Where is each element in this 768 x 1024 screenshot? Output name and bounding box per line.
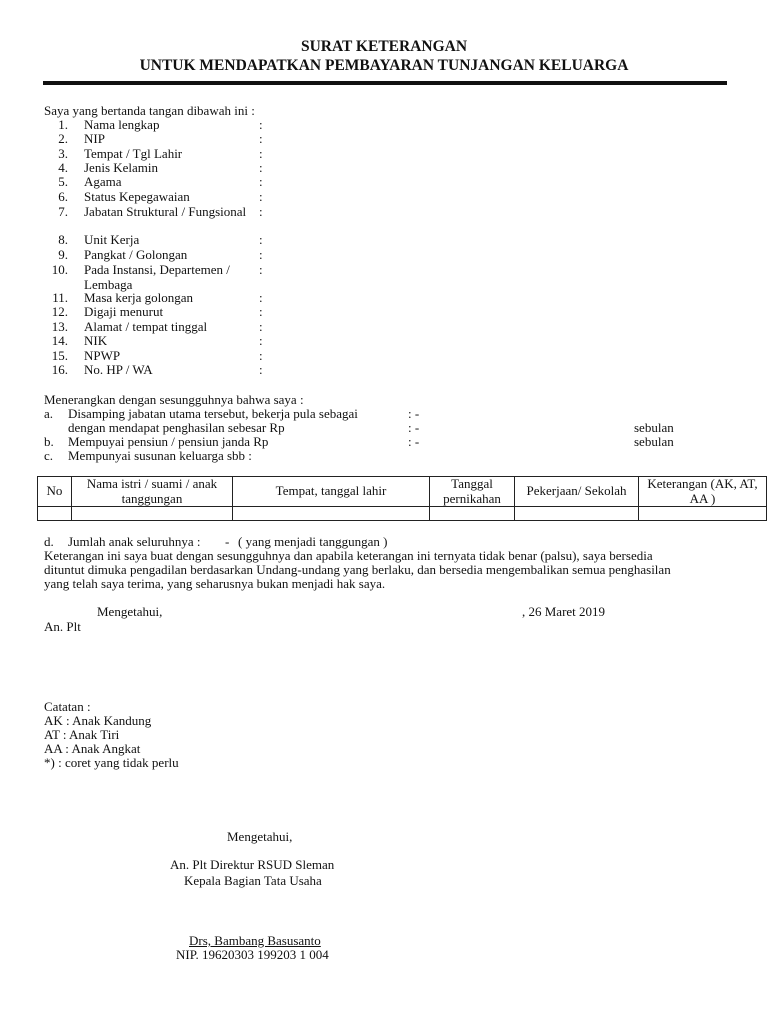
field-label: NIK: [84, 333, 108, 348]
field-label: Nama lengkap: [84, 117, 160, 132]
field-colon: :: [259, 348, 263, 363]
field-label: Pangkat / Golongan: [84, 247, 188, 262]
field-label: Tempat / Tgl Lahir: [84, 146, 183, 161]
title-divider: [43, 81, 727, 85]
item-c-text: Mempunyai susunan keluarga sbb :: [68, 448, 252, 463]
bottom-acknowledged-label: Mengetahui,: [227, 829, 293, 844]
field-number: 3.: [58, 146, 68, 161]
intro-text: Saya yang bertanda tangan dibawah ini :: [44, 103, 255, 118]
field-label: Unit Kerja: [84, 232, 140, 247]
col-header-marriage-date: Tanggal pernikahan: [430, 477, 515, 507]
item-c-letter: c.: [44, 448, 54, 463]
item-b-text: Mempuyai pensiun / pensiun janda Rp: [68, 434, 269, 449]
item-b-suffix: sebulan: [634, 434, 674, 449]
field-number: 15.: [51, 348, 68, 363]
field-colon: :: [259, 262, 263, 277]
field-number: 12.: [51, 304, 68, 319]
field-colon: :: [259, 131, 263, 146]
field-colon: :: [259, 304, 263, 319]
field-row: [44, 233, 344, 248]
note-ak: AK : Anak Kandung: [44, 713, 152, 728]
letter-date: , 26 Maret 2019: [522, 604, 606, 619]
item-d-text: Jumlah anak seluruhnya :: [68, 534, 201, 549]
item-a-value: : -: [408, 406, 420, 421]
field-label: Digaji menurut: [84, 304, 164, 319]
statement-line-1: Keterangan ini saya buat dengan sesungguhnya dan apabila keterangan ini ternyata tidak benar (palsu), saya bersedia: [44, 548, 653, 563]
field-number: 8.: [58, 232, 68, 247]
document-subtitle: UNTUK MENDAPATKAN PEMBAYARAN TUNJANGAN KELUARGA: [139, 57, 629, 74]
field-row: [44, 334, 344, 349]
field-row: [44, 175, 344, 190]
item-a-income-text: dengan mendapat penghasilan sebesar Rp: [68, 420, 285, 435]
col-header-name: Nama istri / suami / anak tanggungan: [72, 477, 233, 507]
field-colon: :: [259, 117, 263, 132]
col-header-occupation: Pekerjaan/ Sekolah: [515, 477, 639, 507]
field-label: Alamat / tempat tinggal: [84, 319, 208, 334]
table-cell: [515, 507, 639, 521]
field-colon: :: [259, 160, 263, 175]
item-b-value: : -: [408, 434, 420, 449]
declaration-intro: Menerangkan dengan sesungguhnya bahwa saya :: [44, 392, 304, 407]
item-b-letter: b.: [44, 434, 54, 449]
field-colon: :: [259, 333, 263, 348]
field-row: [44, 190, 344, 205]
field-row: [44, 363, 344, 378]
notes-title: Catatan :: [44, 699, 91, 714]
table-cell: [639, 507, 767, 521]
statement-line-2: dituntut dimuka pengadilan berdasarkan Undang-undang yang berlaku, dan bersedia mengembalikan semua penghasilan: [44, 562, 671, 577]
field-colon: :: [259, 247, 263, 262]
field-row: [44, 205, 344, 220]
field-row: [44, 262, 344, 292]
field-colon: :: [259, 290, 263, 305]
field-row: [44, 248, 344, 263]
field-row: [44, 132, 344, 147]
item-a-income-value: : -: [408, 420, 420, 435]
field-colon: :: [259, 189, 263, 204]
note-aa: AA : Anak Angkat: [44, 741, 141, 756]
item-a-income-suffix: sebulan: [634, 420, 674, 435]
family-table: [37, 476, 767, 521]
item-a-text: Disamping jabatan utama tersebut, bekerja pula sebagai: [68, 406, 358, 421]
table-cell: [72, 507, 233, 521]
note-strike: *) : coret yang tidak perlu: [44, 755, 179, 770]
field-number: 2.: [58, 131, 68, 146]
field-number: 6.: [58, 189, 68, 204]
field-number: 4.: [58, 160, 68, 175]
col-header-remarks: Keterangan (AK, AT, AA ): [639, 477, 767, 507]
field-number: 9.: [58, 247, 68, 262]
field-number: 7.: [58, 204, 68, 219]
field-number: 1.: [58, 117, 68, 132]
field-number: 13.: [51, 319, 68, 334]
field-colon: :: [259, 174, 263, 189]
item-a-letter: a.: [44, 406, 54, 421]
field-number: 14.: [51, 333, 68, 348]
field-label: No. HP / WA: [84, 362, 153, 377]
field-number: 11.: [52, 290, 68, 305]
field-label: Jenis Kelamin: [84, 160, 159, 175]
field-colon: :: [259, 319, 263, 334]
field-colon: :: [259, 204, 263, 219]
table-cell: [430, 507, 515, 521]
field-row: [44, 305, 344, 320]
col-header-birth: Tempat, tanggal lahir: [233, 477, 430, 507]
field-number: 5.: [58, 174, 68, 189]
note-at: AT : Anak Tiri: [44, 727, 120, 742]
signer-name: Drs, Bambang Basusanto: [189, 933, 321, 948]
field-colon: :: [259, 146, 263, 161]
field-colon: :: [259, 362, 263, 377]
field-label: Jabatan Struktural / Fungsional: [84, 204, 247, 219]
signer-title-line-2: Kepala Bagian Tata Usaha: [184, 873, 322, 888]
field-label: NIP: [84, 131, 105, 146]
item-d-value: -: [225, 534, 230, 549]
col-header-no: No: [38, 477, 72, 507]
field-label: Status Kepegawaian: [84, 189, 190, 204]
field-label: Pada Instansi, Departemen / Lembaga: [84, 262, 230, 292]
on-behalf-label: An. Plt: [44, 619, 81, 634]
statement-line-3: yang telah saya terima, yang seharusnya bukan menjadi hak saya.: [44, 576, 386, 591]
field-label: Masa kerja golongan: [84, 290, 194, 305]
signer-title-line-1: An. Plt Direktur RSUD Sleman: [170, 857, 335, 872]
document-title: SURAT KETERANGAN: [300, 38, 468, 55]
table-header-row: [38, 477, 767, 507]
table-cell: [233, 507, 430, 521]
item-d-suffix: ( yang menjadi tanggungan ): [238, 534, 388, 549]
field-number: 10.: [51, 262, 68, 277]
field-colon: :: [259, 232, 263, 247]
signer-nip: NIP. 19620303 199203 1 004: [176, 947, 329, 962]
table-row: [38, 507, 767, 521]
field-label: NPWP: [84, 348, 121, 363]
item-d-letter: d.: [44, 534, 54, 549]
field-label: Agama: [84, 174, 122, 189]
table-cell: [38, 507, 72, 521]
field-number: 16.: [51, 362, 68, 377]
acknowledged-label: Mengetahui,: [97, 604, 163, 619]
